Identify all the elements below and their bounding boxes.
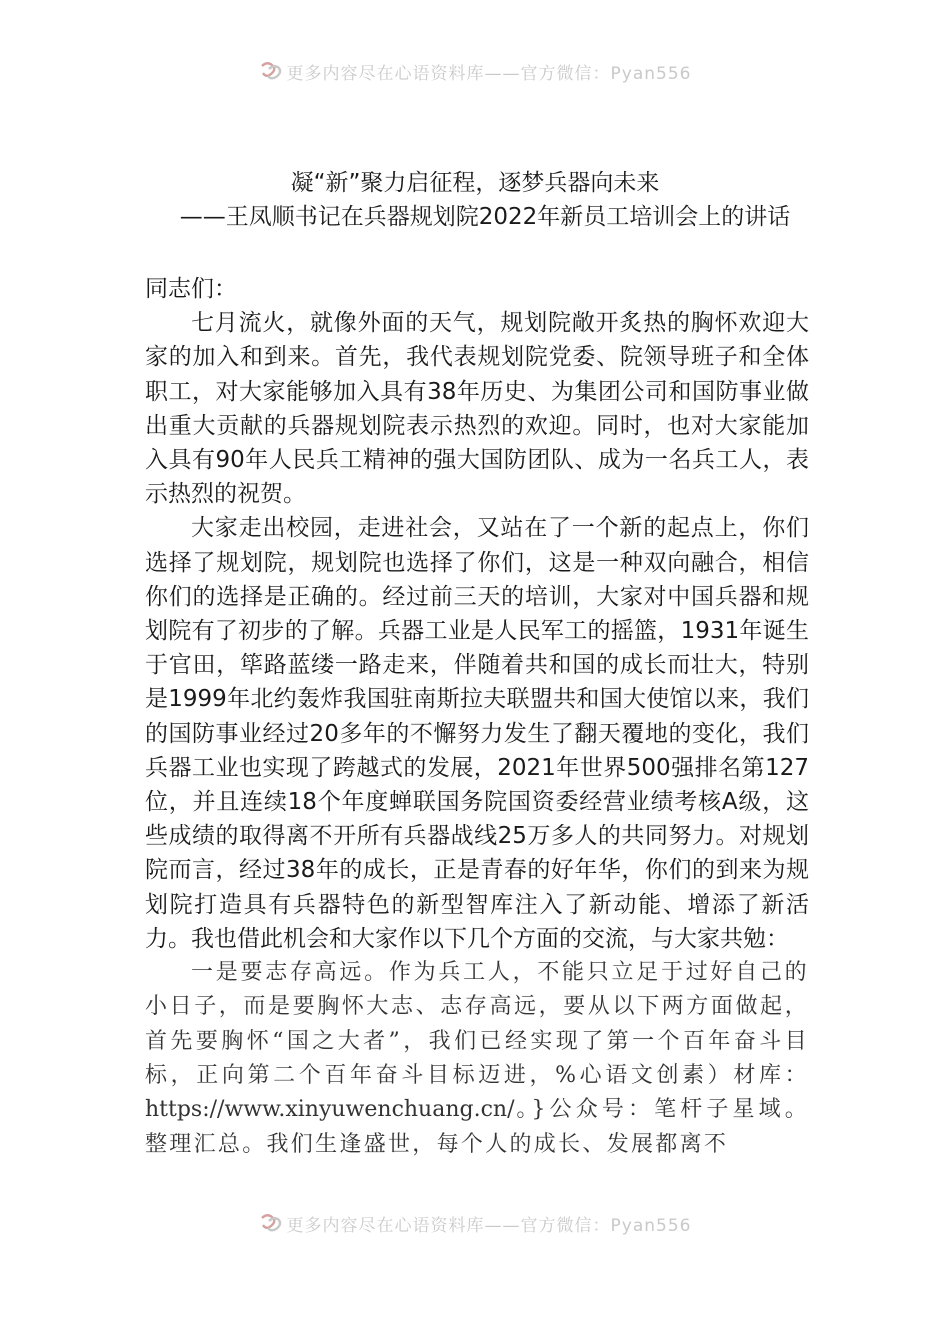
logo-icon <box>259 1212 283 1234</box>
logo-icon <box>259 60 283 82</box>
title-block <box>0 168 950 232</box>
paragraph-3 <box>145 956 809 1162</box>
watermark-text: 更多内容尽在心语资料库——官方微信：Pyan556 <box>286 63 692 84</box>
paragraph-3-text-a: 一是要志存高远。作为兵工人，不能只立足于过好自己的小日子，而是要胸怀大志、志存高远，要从以下两方面做起，首先要胸怀“国之大者”，我们已经实现了第一个百年奋斗目标，正向第二个百年奋斗目标迈进，%心语文创素）材库： <box>145 960 809 1088</box>
greeting: 同志们： <box>145 276 237 302</box>
watermark-top <box>0 58 950 84</box>
document-subtitle: ——王凤顺书记在兵器规划院2022年新员工培训会上的讲话 <box>179 204 791 230</box>
watermark-bottom <box>0 1210 950 1236</box>
source-url: https://www.xinyuwenchuang.cn/ <box>145 1097 515 1123</box>
paragraph-3-text-b: 。}公众号：笔杆子星域。整理汇总。我们生逢盛世，每个人的成长、发展都离不 <box>145 1097 809 1157</box>
paragraph-2: 大家走出校园，走进社会，又站在了一个新的起点上，你们选择了规划院，规划院也选择了你们，这是一种双向融合，相信你们的选择是正确的。经过前三天的培训，大家对中国兵器和规划院有了初步的了解。兵器工业是人民军工的摇篮，1931年诞生于官田，筚路蓝缕一路走来，伴随着共和国的成长而壮大，特别是1999年北约轰炸我国驻南斯拉夫联盟共和国大使馆以来，我们的国防事业经过20多年的不懈努力发生了翻天覆地的变化，我们兵器工业也实现了跨越式的发展，2021年世界500强排名第127位，并且连续18个年度蝉联国务院国资委经营业绩考核A级，这些成绩的取得离不开所有兵器战线25万多人的共同努力。对规划院而言，经过38年的成长，正是青春的好年华，你们的到来为规划院打造具有兵器特色的新型智库注入了新动能、增添了新活力。我也借此机会和大家作以下几个方面的交流，与大家共勉： <box>145 515 809 952</box>
paragraph-1: 七月流火，就像外面的天气，规划院敞开炙热的胸怀欢迎大家的加入和到来。首先，我代表规划院党委、院领导班子和全体职工，对大家能够加入具有38年历史、为集团公司和国防事业做出重大贡献的兵器规划院表示热烈的欢迎。同时，也对大家能加入具有90年人民兵工精神的强大国防团队、成为一名兵工人，表示热烈的祝贺。 <box>145 310 809 508</box>
document-body <box>145 272 809 1162</box>
document-title: 凝“新”聚力启征程，逐梦兵器向未来 <box>290 170 660 196</box>
watermark-text: 更多内容尽在心语资料库——官方微信：Pyan556 <box>286 1215 692 1236</box>
